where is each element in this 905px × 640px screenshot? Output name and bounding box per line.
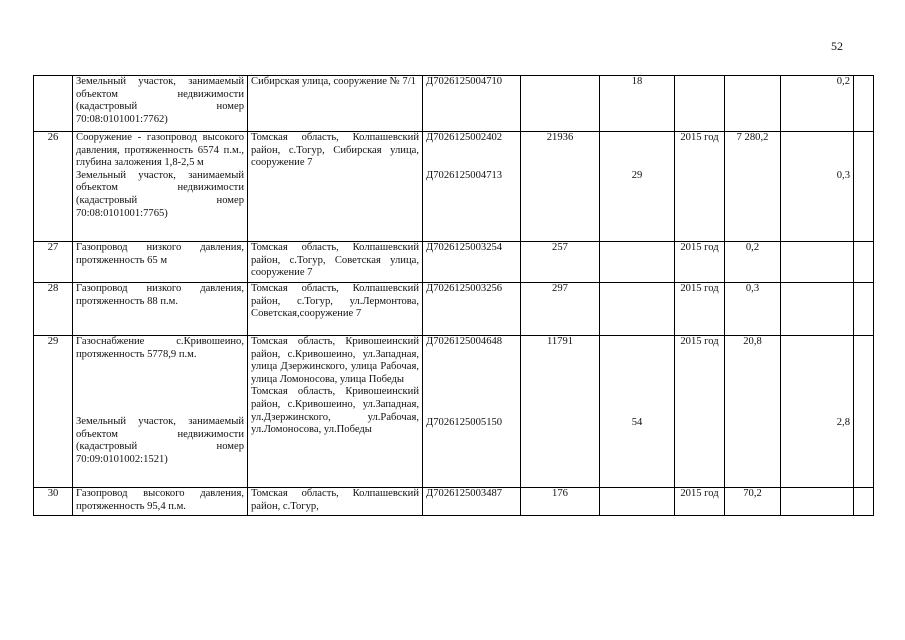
value-secondary: [784, 132, 850, 145]
object-address: Томская область, Колпашевский район, с.Тогур,: [248, 488, 423, 516]
object-area: 18: [600, 76, 675, 132]
spacer: [426, 145, 517, 170]
table-row: [34, 76, 874, 132]
land-plot-inventory-number: Д7026125005150: [426, 416, 503, 428]
value-secondary: [781, 242, 854, 283]
table-row: [34, 283, 874, 336]
row-number: 30: [34, 488, 73, 516]
object-name-cell: [73, 132, 248, 242]
row-number: [34, 76, 73, 132]
object-year: 2015 год: [675, 488, 725, 516]
land-plot-name: Земельный участок, занимаемый объектом недвижимости (кадастровый номер 70:08:0101001:7765): [76, 169, 244, 219]
object-address: Томская область, Колпашевский район, с.Тогур, ул.Лермонтова, Советская,сооружение 7: [248, 283, 423, 336]
object-name: Газопровод высокого давления, протяженность 95,4 п.м.: [73, 488, 248, 516]
value-secondary: [784, 336, 850, 349]
spacer: [426, 349, 517, 417]
object-length: 11791: [521, 336, 600, 488]
object-length: 297: [521, 283, 600, 336]
table-row: [34, 488, 874, 516]
empty-cell: [854, 242, 874, 283]
object-length: 21936: [521, 132, 600, 242]
row-number: 27: [34, 242, 73, 283]
inventory-number-cell: [423, 132, 521, 242]
value-primary: 0,3: [725, 283, 781, 336]
land-plot-inventory-number: Д7026125004713: [426, 169, 503, 181]
value-secondary: [781, 283, 854, 336]
object-length: 176: [521, 488, 600, 516]
object-name: Газопровод низкого давления, протяженность 88 п.м.: [73, 283, 248, 336]
land-plot-area: 29: [631, 169, 643, 181]
row-number: 29: [34, 336, 73, 488]
object-area: [600, 488, 675, 516]
object-address: Томская область, Колпашевский район, с.Тогур, Сибирская улица, сооружение 7: [248, 132, 423, 242]
spacer: [603, 145, 671, 170]
spacer: [784, 145, 850, 170]
value-secondary-cell: [781, 336, 854, 488]
object-year: 2015 год: [675, 242, 725, 283]
object-address-cell: [248, 336, 423, 488]
object-name-cell: [73, 336, 248, 488]
empty-cell: [854, 336, 874, 488]
object-area: [600, 283, 675, 336]
land-plot-value: 0,3: [836, 169, 850, 181]
object-name: Газоснабжение с.Кривошеино, протяженность 5778,9 п.м.: [76, 336, 244, 360]
object-length: 257: [521, 242, 600, 283]
empty-cell: [854, 132, 874, 242]
table-row: [34, 336, 874, 488]
object-area: [600, 242, 675, 283]
value-primary: 70,2: [725, 488, 781, 516]
spacer: [784, 349, 850, 417]
inventory-number: Д7026125003487: [423, 488, 521, 516]
inventory-number: Д7026125003256: [423, 283, 521, 336]
land-plot-value: 2,8: [836, 416, 850, 428]
object-name: Газопровод низкого давления, протяженность 65 м: [73, 242, 248, 283]
row-number: 26: [34, 132, 73, 242]
object-year: 2015 год: [675, 336, 725, 488]
table-row: [34, 242, 874, 283]
row-number: 28: [34, 283, 73, 336]
page-number: 52: [831, 39, 843, 53]
object-address: Сибирская улица, сооружение № 7/1: [248, 76, 423, 132]
value-primary: 0,2: [725, 242, 781, 283]
land-plot-area: 54: [631, 416, 643, 428]
object-area: [603, 336, 671, 349]
land-plot-address: Томская область, Кривошеинский район, с.Кривошеино, ул.Западная, ул.Дзержинского, ул.Рабочая, ул.Ломоносова, ул.Победы: [251, 386, 419, 436]
inventory-number-cell: [423, 336, 521, 488]
empty-cell: [854, 76, 874, 132]
inventory-number: Д7026125004710: [423, 76, 521, 132]
land-plot-name: Земельный участок, занимаемый объектом недвижимости (кадастровый номер 70:09:0101002:1521): [76, 416, 244, 465]
value-primary: 7 280,2: [725, 132, 781, 242]
object-length: [521, 76, 600, 132]
object-name: Земельный участок, занимаемый объектом недвижимости (кадастровый номер 70:08:0101001:7762): [73, 76, 248, 132]
empty-cell: [854, 488, 874, 516]
object-area-cell: [600, 336, 675, 488]
value-primary: [725, 76, 781, 132]
spacer: [76, 361, 244, 416]
value-secondary: [781, 488, 854, 516]
object-address: Томская область, Кривошеинский район, с.Кривошеино, ул.Западная, улица Дзержинского, улица Рабочая, улица Ломоносова, улица Победы: [251, 336, 419, 385]
table-row: [34, 132, 874, 242]
value-secondary-cell: [781, 132, 854, 242]
value-secondary: 0,2: [781, 76, 854, 132]
object-name: Сооружение - газопровод высокого давления, протяженность 6574 п.м., глубина заложения 1,8-2,5 м: [76, 132, 244, 169]
inventory-number: Д7026125003254: [423, 242, 521, 283]
object-year: 2015 год: [675, 283, 725, 336]
object-year: [675, 76, 725, 132]
object-year: 2015 год: [675, 132, 725, 242]
empty-cell: [854, 283, 874, 336]
object-area: [603, 132, 671, 145]
spacer: [603, 349, 671, 417]
inventory-number: Д7026125002402: [426, 132, 503, 143]
object-address: Томская область, Колпашевский район, с.Тогур, Советская улица, сооружение 7: [248, 242, 423, 283]
property-register-table: [33, 75, 874, 516]
value-primary: 20,8: [725, 336, 781, 488]
object-area-cell: [600, 132, 675, 242]
inventory-number: Д7026125004648: [426, 336, 503, 347]
